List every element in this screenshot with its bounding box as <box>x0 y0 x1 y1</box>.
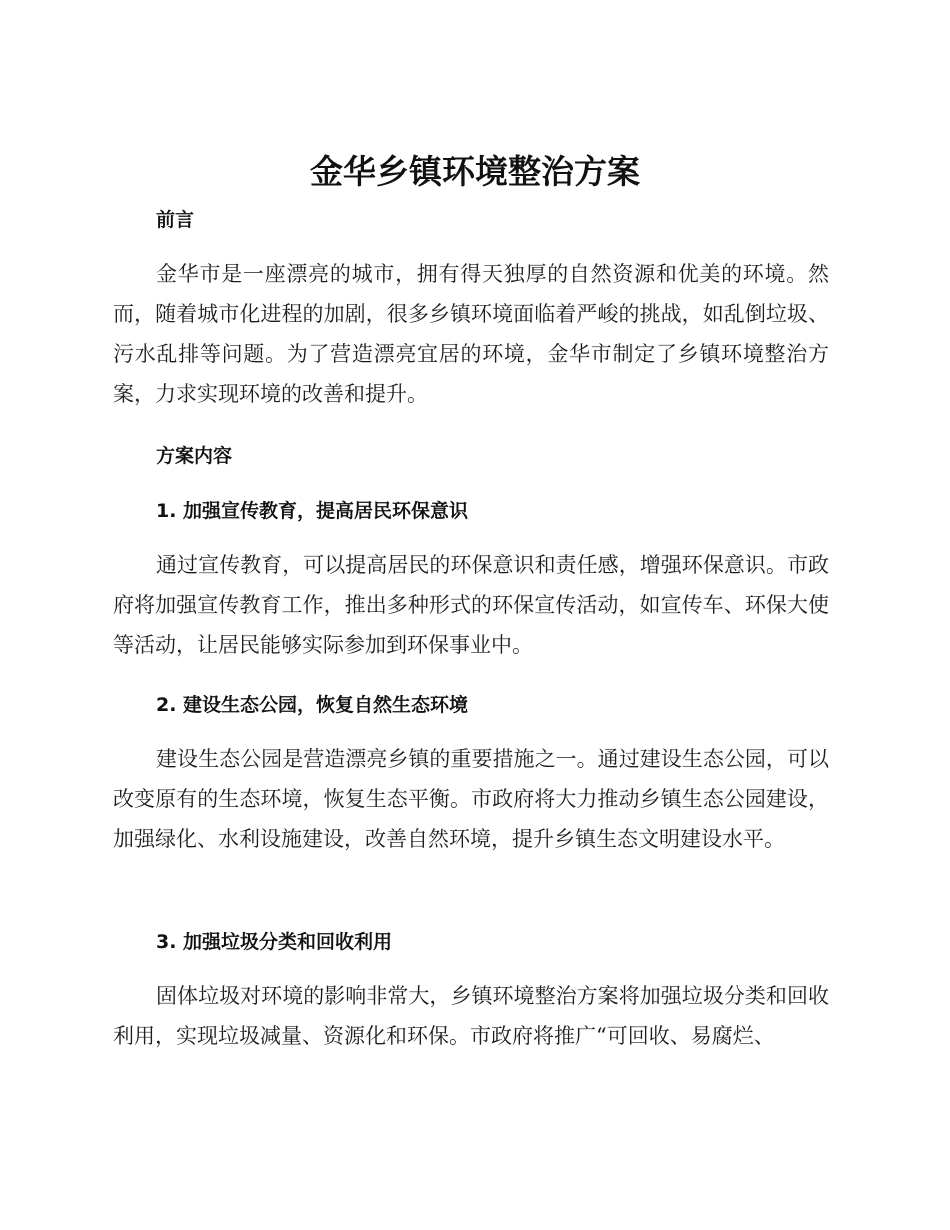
section-2-paragraph: 建设生态公园是营造漂亮乡镇的重要措施之一。通过建设生态公园，可以改变原有的生态环境，恢复生态平衡。市政府将大力推动乡镇生态公园建设，加强绿化、水利设施建设，改善自然环境，提升乡镇生态文明建设水平。 <box>113 747 829 851</box>
section-3-heading: 3. 加强垃圾分类和回收利用 <box>156 931 393 953</box>
preface-heading: 前言 <box>156 209 195 231</box>
content-heading: 方案内容 <box>156 445 233 467</box>
section-1-heading: 1. 加强宣传教育，提高居民环保意识 <box>156 500 469 522</box>
section-2-heading: 2. 建设生态公园，恢复自然生态环境 <box>156 694 469 716</box>
section-1-paragraph: 通过宣传教育，可以提高居民的环保意识和责任感，增强环保意识。市政府将加强宣传教育工作，推出多种形式的环保宣传活动，如宣传车、环保大使等活动，让居民能够实际参加到环保事业中。 <box>113 553 829 657</box>
document-title: 金华乡镇环境整治方案 <box>310 152 640 191</box>
preface-paragraph: 金华市是一座漂亮的城市，拥有得天独厚的自然资源和优美的环境。然而，随着城市化进程的加剧，很多乡镇环境面临着严峻的挑战，如乱倒垃圾、污水乱排等问题。为了营造漂亮宜居的环境，金华市制定了乡镇环境整治方案，力求实现环境的改善和提升。 <box>113 262 829 406</box>
section-3-paragraph: 固体垃圾对环境的影响非常大，乡镇环境整治方案将加强垃圾分类和回收利用，实现垃圾减量、资源化和环保。市政府将推广“可回收、易腐烂、 <box>113 984 829 1048</box>
